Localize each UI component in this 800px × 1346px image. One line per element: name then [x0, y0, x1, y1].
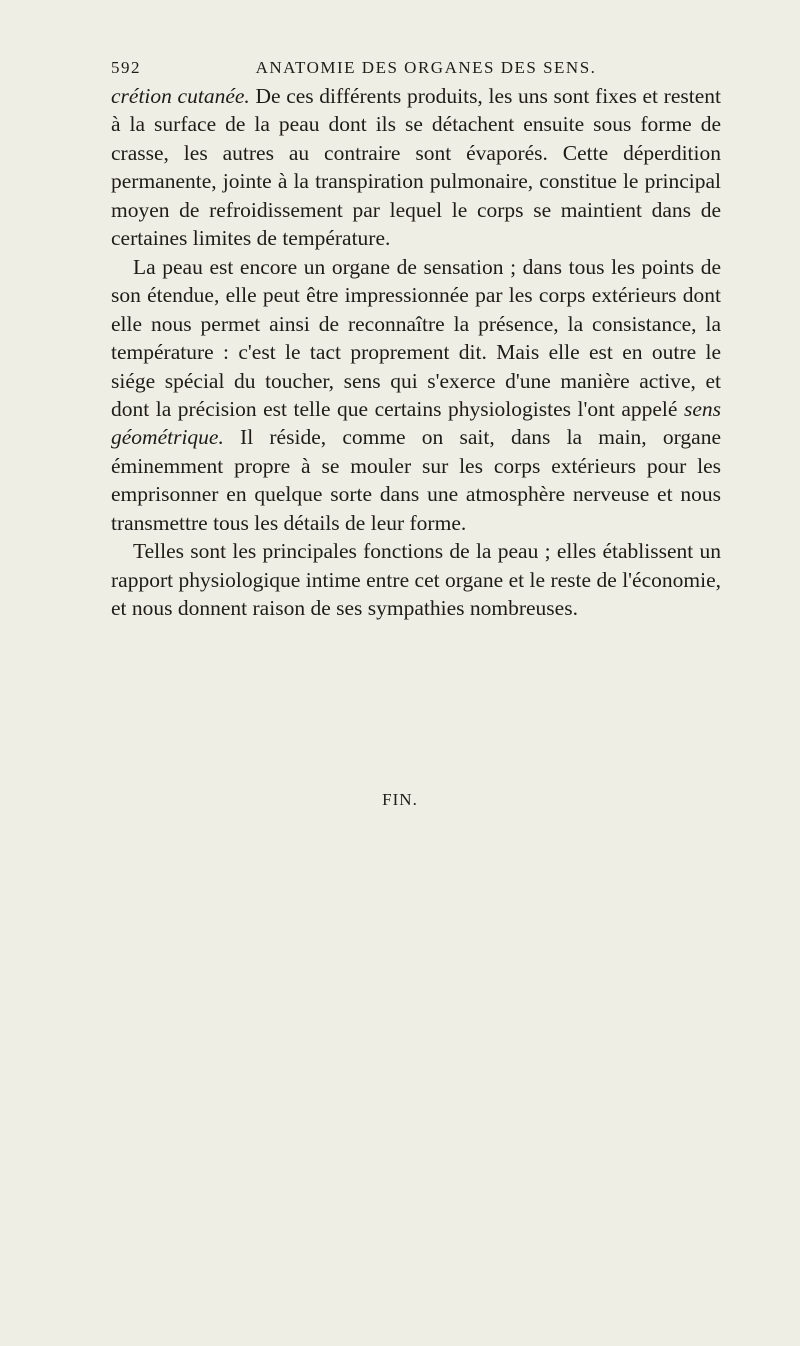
page-number: 592	[111, 58, 141, 77]
paragraph-sensation	[111, 253, 721, 538]
paragraph-continued	[111, 82, 721, 253]
paragraph-conclusion	[111, 537, 721, 622]
italic-lead: crétion cutanée.	[111, 84, 250, 108]
paragraph-3-text: Telles sont les principales fonctions de la peau ; elles établissent un rapport physiologique intime entre cet organe et le reste de l'économie, et nous donnent raison de ses sympathies nombreuses.	[111, 539, 721, 621]
running-head	[111, 58, 721, 84]
paragraph-1-text: De ces différents produits, les uns sont fixes et restent à la surface de la peau dont ils se détachent ensuite sous forme de crasse, les autres au contraire sont évaporés. Cette déperdition permanente, jointe à la transpiration pulmonaire, constitue le principal moyen de refroidissement par lequel le corps se maintient dans de certaines limites de température.	[111, 84, 721, 251]
running-title: ANATOMIE DES ORGANES DES SENS.	[255, 58, 597, 77]
paragraph-2-text-after: Il réside, comme on sait, dans la main, organe éminemment propre à se mouler sur les corps extérieurs pour les emprisonner en quelque sorte dans une atmosphère nerveuse et nous transmettre tous les détails de leur forme.	[111, 425, 721, 535]
end-mark: FIN.	[382, 790, 418, 809]
body-text	[111, 82, 721, 623]
italic-term: sens géométrique.	[111, 396, 721, 450]
paragraph-2-text-before: La peau est encore un organe de sensation ; dans tous les points de son étendue, elle peut être impressionnée par les corps extérieurs dont elle nous permet ainsi de reconnaître la présence, la consistance, la température : c'est le tact proprement dit. Mais elle est en outre le siége spécial du toucher, sens qui s'exerce d'une manière active, et dont la précision est telle que certains physiologistes l'ont appelé	[111, 254, 721, 421]
